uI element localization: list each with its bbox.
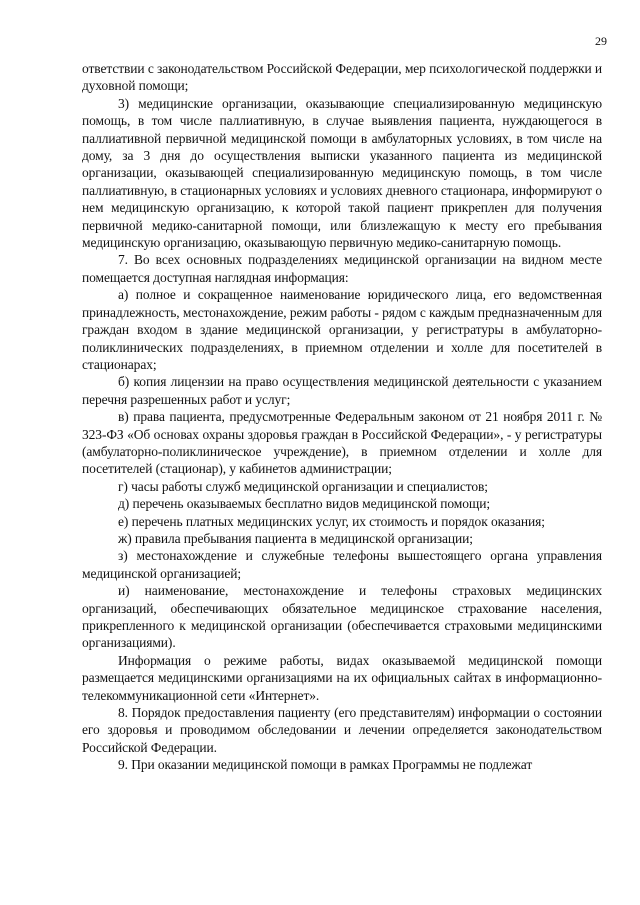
paragraph-item-3: 3) медицинские организации, оказывающие специализированную медицинскую помощь, в том числе паллиативную, в случае выявления пациента, нуждающегося в паллиативной первичной медицинской помощи в амбулаторных условиях, в том числе на дому, за 3 дня до осуществления выписки указанного пациента из медицинской организации, оказывающей специализированную медицинскую помощь, в том числе паллиативную, в стационарных условиях и условиях дневного стационара, информируют о нем медицинскую организацию, к которой такой пациент прикреплен для получения первичной медико-санитарной помощи, или близлежащую к месту его пребывания медицинскую организацию, оказывающую первичную медико-санитарную помощь. bbox=[82, 95, 602, 251]
paragraph-item-g: г) часы работы служб медицинской организации и специалистов; bbox=[118, 478, 488, 494]
paragraph-section-8: 8. Порядок предоставления пациенту (его представителям) информации о состоянии его здоровья и проводимом обследовании и лечении определяется законодательством Российской Федерации. bbox=[82, 705, 602, 755]
paragraph-item-v: в) права пациента, предусмотренные Федеральным законом от 21 ноября 2011 г. № 323-ФЗ «Об основах охраны здоровья граждан в Российской Федерации», - у регистратуры (амбулаторно-поликлиническое учреждение), в приемном отделении и холле для посетителей (стационар), у кабинетов администрации; bbox=[82, 409, 602, 477]
paragraph-section-9: 9. При оказании медицинской помощи в рамках Программы не подлежат bbox=[118, 757, 533, 773]
paragraph-item-b: б) копия лицензии на право осуществления медицинской деятельности с указанием перечня разрешенных работ и услуг; bbox=[82, 374, 602, 407]
paragraph-item-d: д) перечень оказываемых бесплатно видов медицинской помощи; bbox=[118, 496, 490, 512]
body-text bbox=[82, 60, 602, 774]
paragraph-item-i: и) наименование, местонахождение и телефоны страховых медицинских организаций, обеспечивающих обязательное медицинское страхование населения, прикрепленного к медицинской организации (обеспечивается страховыми медицинскими организациями). bbox=[82, 583, 602, 651]
paragraph-item-z: з) местонахождение и служебные телефоны вышестоящего органа управления медицинской организацией; bbox=[82, 548, 602, 581]
paragraph-section-7: 7. Во всех основных подразделениях медицинской организации на видном месте помещается доступная наглядная информация: bbox=[82, 252, 602, 285]
page-number: 29 bbox=[595, 34, 607, 48]
paragraph-continuation: ответствии с законодательством Российской Федерации, мер психологической поддержки и духовной помощи; bbox=[82, 61, 602, 94]
paragraph-info-schedule: Информация о режиме работы, видах оказываемой медицинской помощи размещается медицинскими организациями на их официальных сайтах в информационно-телекоммуникационной сети «Интернет». bbox=[82, 652, 602, 703]
paragraph-item-zh: ж) правила пребывания пациента в медицинской организации; bbox=[118, 530, 473, 546]
paragraph-item-a: а) полное и сокращенное наименование юридического лица, его ведомственная принадлежность, местонахождение, режим работы - рядом с каждым предназначенным для граждан входом в здание медицинской организации, у регистратуры в амбулаторно-поликлинических подразделениях, в приемном отделении и холле для посетителей в стационарах; bbox=[82, 287, 602, 372]
paragraph-item-e: е) перечень платных медицинских услуг, их стоимость и порядок оказания; bbox=[118, 513, 545, 529]
